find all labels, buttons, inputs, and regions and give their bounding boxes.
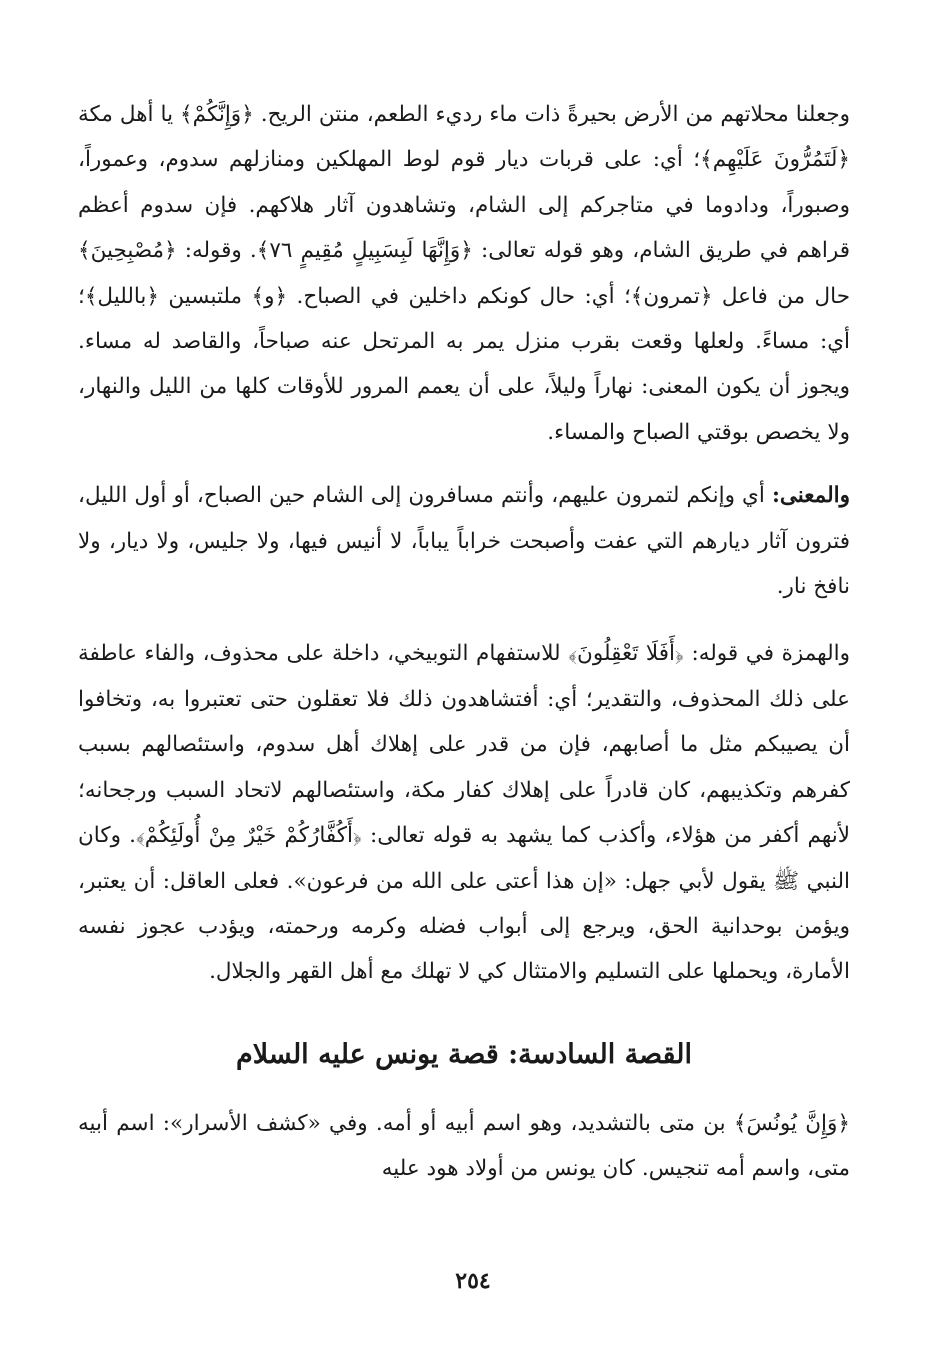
- paragraph-3: والهمزة في قوله: ﴿أَفَلَا تَعْقِلُونَ﴾ للاستفهام التوبيخي، داخلة على محذوف، والفاء عاطفة على ذلك المحذوف، والتقدير؛ أي: أفتشاهدون ذلك فلا تعقلون حتى تعتبروا به، وتخافوا أن يصيبكم مثل ما أصابهم، فإن من قدر على إهلاك أهل سدوم، واستئصالهم بسبب كفرهم وتكذيبهم، كان قادراً على إهلاك كفار مكة، واستئصالهم لاتحاد السبب ورجحانه؛ لأنهم أكفر من هؤلاء، وأكذب كما يشهد به قوله تعالى: ﴿أَكُفَّارُكُمْ خَيْرٌ مِنْ أُولَئِكُمْ﴾. وكان النبي ﷺ يقول لأبي جهل: «إن هذا أعتى على الله من فرعون». فعلى العاقل: أن يعتبر، ويؤمن بوحدانية الحق، ويرجع إلى أبواب فضله وكرمه ورحمته، ويؤدب عجوز نفسه الأمارة، ويحملها على التسليم والامتثال كي لا تهلك مع أهل القهر والجلال.: [78, 641, 850, 985]
- page-body: [78, 92, 850, 1192]
- paragraph-2-text: أي وإنكم لتمرون عليهم، وأنتم مسافرون إلى الشام حين الصباح، أو أول الليل، فترون آثار ديارهم التي عفت وأصبحت خراباً يباباً، لا أنيس فيها، ولا جليس، ولا ديار، ولا نافخ نار.: [78, 483, 850, 600]
- paragraph-1: وجعلنا محلاتهم من الأرض بحيرةً ذات ماء رديء الطعم، منتن الريح. ﴿وَإِنَّكُمْ﴾ يا أهل مكة ﴿لَتَمُرُّونَ عَلَيْهِم﴾؛ أي: على قربات ديار قوم لوط المهلكين ومنازلهم سدوم، وعموراً، وصبوراً، ودادوما في متاجركم إلى الشام، وتشاهدون آثار هلاكهم. فإن سدوم أعظم قراهم في طريق الشام، وهو قوله تعالى: ﴿وَإِنَّهَا لَبِسَبِيلٍ مُقِيمٍ ٧٦﴾. وقوله: ﴿مُصْبِحِينَ﴾ حال من فاعل ﴿تمرون﴾؛ أي: حال كونكم داخلين في الصباح. ﴿و﴾ ملتبسين ﴿بالليل﴾؛ أي: مساءً. ولعلها وقعت بقرب منزل يمر به المرتحل عنه صباحاً، والقاصد له مساء. ويجوز أن يكون المعنى: نهاراً وليلاً، على أن يعمم المرور للأوقات كلها من الليل والنهار، ولا يخصص بوقتي الصباح والمساء.: [78, 102, 851, 445]
- paragraph-2: [78, 473, 850, 609]
- paragraph-2-lead: والمعنى:: [771, 483, 850, 509]
- page-number: ٢٥٤: [455, 1268, 491, 1294]
- section-heading: القصة السادسة: قصة يونس عليه السلام: [236, 1038, 692, 1070]
- closing-paragraph: ﴿وَإِنَّ يُونُسَ﴾ بن متى بالتشديد، وهو اسم أبيه أو أمه. وفي «كشف الأسرار»: اسم أبيه متى، واسم أمه تنجيس. كان يونس من أولاد هود عليه: [78, 1110, 850, 1182]
